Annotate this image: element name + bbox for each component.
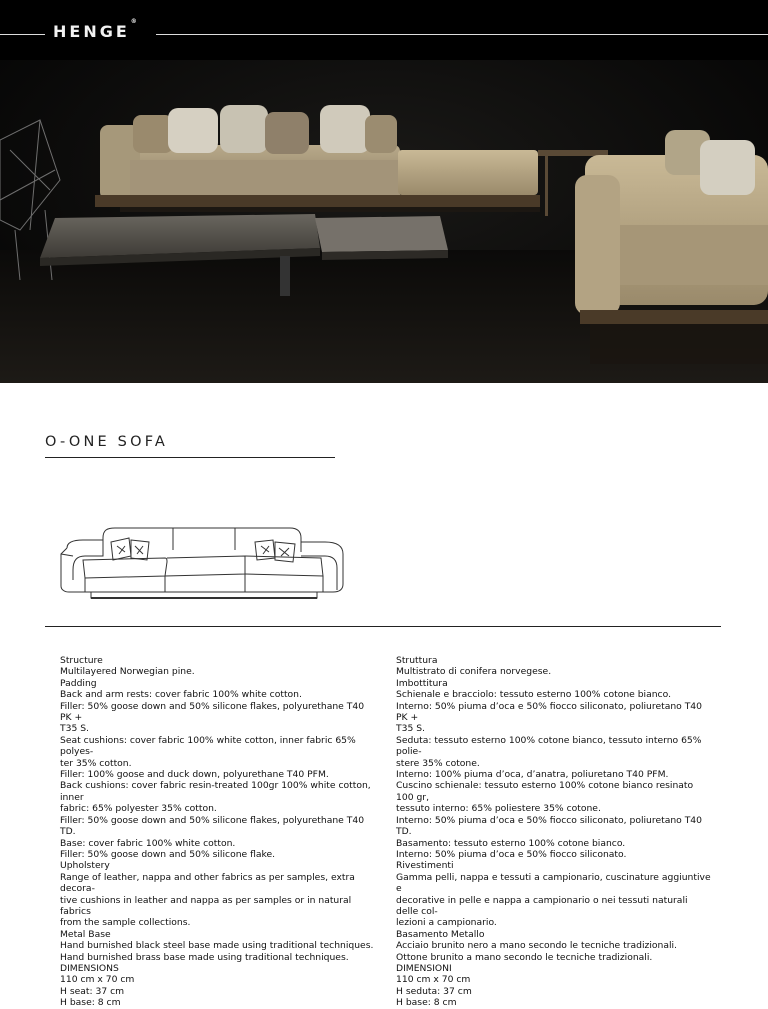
text-line: Basamento Metallo <box>396 928 485 940</box>
text-line: Padding <box>60 677 97 689</box>
text-line: Filler: 50% goose down and 50% silicone flakes, polyurethane T40 TD. <box>60 814 365 838</box>
section-divider <box>45 626 721 627</box>
text-line: Interno: 100% piuma d’oca, d’anatra, poliuretano T40 PFM. <box>396 769 669 781</box>
text-line: lezioni a campionario. <box>396 917 497 929</box>
header-rule-right <box>156 34 768 35</box>
text-line: Seduta: tessuto esterno 100% cotone bianco, tessuto interno 65% polie- <box>396 734 702 758</box>
text-line: tive cushions in leather and nappa as per samples or in natural fabrics <box>60 894 352 917</box>
text-line: stere 35% cotone. <box>396 757 480 769</box>
text-line: Seat cushions: cover fabric 100% white cotton, inner fabric 65% polyes- <box>60 734 356 758</box>
text-line: Struttura <box>396 655 438 666</box>
title-divider <box>45 457 335 458</box>
text-line: Upholstery <box>60 860 110 872</box>
text-line: Filler: 50% goose down and 50% silicone flake. <box>60 848 276 860</box>
text-line: H base: 8 cm <box>396 997 457 1009</box>
text-line: Cuscino schienale: tessuto esterno 100% cotone bianco resinato 100 gr, <box>396 780 694 803</box>
text-line: Multilayered Norwegian pine. <box>60 666 195 678</box>
text-line: Schienale e bracciolo: tessuto esterno 100% cotone bianco. <box>396 689 671 701</box>
text-line: ter 35% cotton. <box>60 757 132 769</box>
text-line: H seduta: 37 cm <box>396 985 472 997</box>
text-line: Range of leather, nappa and other fabrics as per samples, extra decora- <box>60 871 355 895</box>
text-line: Metal Base <box>60 928 111 940</box>
text-line: Ottone brunito a mano secondo le tecniche tradizionali. <box>396 951 653 963</box>
text-line: 110 cm x 70 cm <box>60 974 135 986</box>
text-line: Filler: 50% goose down and 50% silicone flakes, polyurethane T40 PK + <box>60 700 365 724</box>
text-line: H seat: 37 cm <box>60 985 125 997</box>
brand-logo: HENGE® <box>53 17 137 41</box>
text-line: T35 S. <box>60 723 89 735</box>
text-line: T35 S. <box>396 723 425 735</box>
text-line: Multistrato di conifera norvegese. <box>396 666 552 678</box>
text-line: Structure <box>60 655 103 666</box>
text-line: Hand burnished brass base made using traditional techniques. <box>60 951 349 963</box>
product-title: O-ONE SOFA <box>45 434 169 450</box>
description-italian <box>396 655 711 1009</box>
text-line: Interno: 50% piuma d’oca e 50% fiocco siliconato, poliuretano T40 TD. <box>396 814 702 838</box>
text-line: Gamma pelli, nappa e tessuti a campionario, cuscinature aggiuntive e <box>396 871 711 895</box>
text-line: Imbottitura <box>396 677 448 689</box>
text-line: fabric: 65% polyester 35% cotton. <box>60 803 217 815</box>
text-line: Interno: 50% piuma d’oca e 50% fiocco siliconato, poliuretano T40 PK + <box>396 700 702 724</box>
text-line: H base: 8 cm <box>60 997 121 1009</box>
text-line: DIMENSIONI <box>396 962 452 974</box>
brand-header <box>0 0 768 60</box>
description-english <box>60 655 375 1009</box>
header-rule-left <box>0 34 45 35</box>
text-line: DIMENSIONS <box>60 962 119 974</box>
text-line: decorative in pelle e nappa a campionario o nei tessuti naturali delle col- <box>396 894 688 917</box>
sofa-line-drawing <box>55 520 355 620</box>
text-line: Interno: 50% piuma d’oca e 50% fiocco siliconato. <box>396 848 627 860</box>
text-line: Back and arm rests: cover fabric 100% white cotton. <box>60 689 302 701</box>
text-line: Filler: 100% goose and duck down, polyurethane T40 PFM. <box>60 769 329 781</box>
text-line: Base: cover fabric 100% white cotton. <box>60 837 236 849</box>
text-line: Hand burnished black steel base made using traditional techniques. <box>60 940 374 952</box>
text-line: Acciaio brunito nero a mano secondo le tecniche tradizionali. <box>396 940 677 952</box>
text-line: from the sample collections. <box>60 917 191 929</box>
text-line: Rivestimenti <box>396 860 454 872</box>
text-line: tessuto interno: 65% poliestere 35% cotone. <box>396 803 601 815</box>
text-line: 110 cm x 70 cm <box>396 974 471 986</box>
text-line: Basamento: tessuto esterno 100% cotone bianco. <box>396 837 626 849</box>
text-line: Back cushions: cover fabric resin-treated 100gr 100% white cotton, inner <box>60 780 371 803</box>
